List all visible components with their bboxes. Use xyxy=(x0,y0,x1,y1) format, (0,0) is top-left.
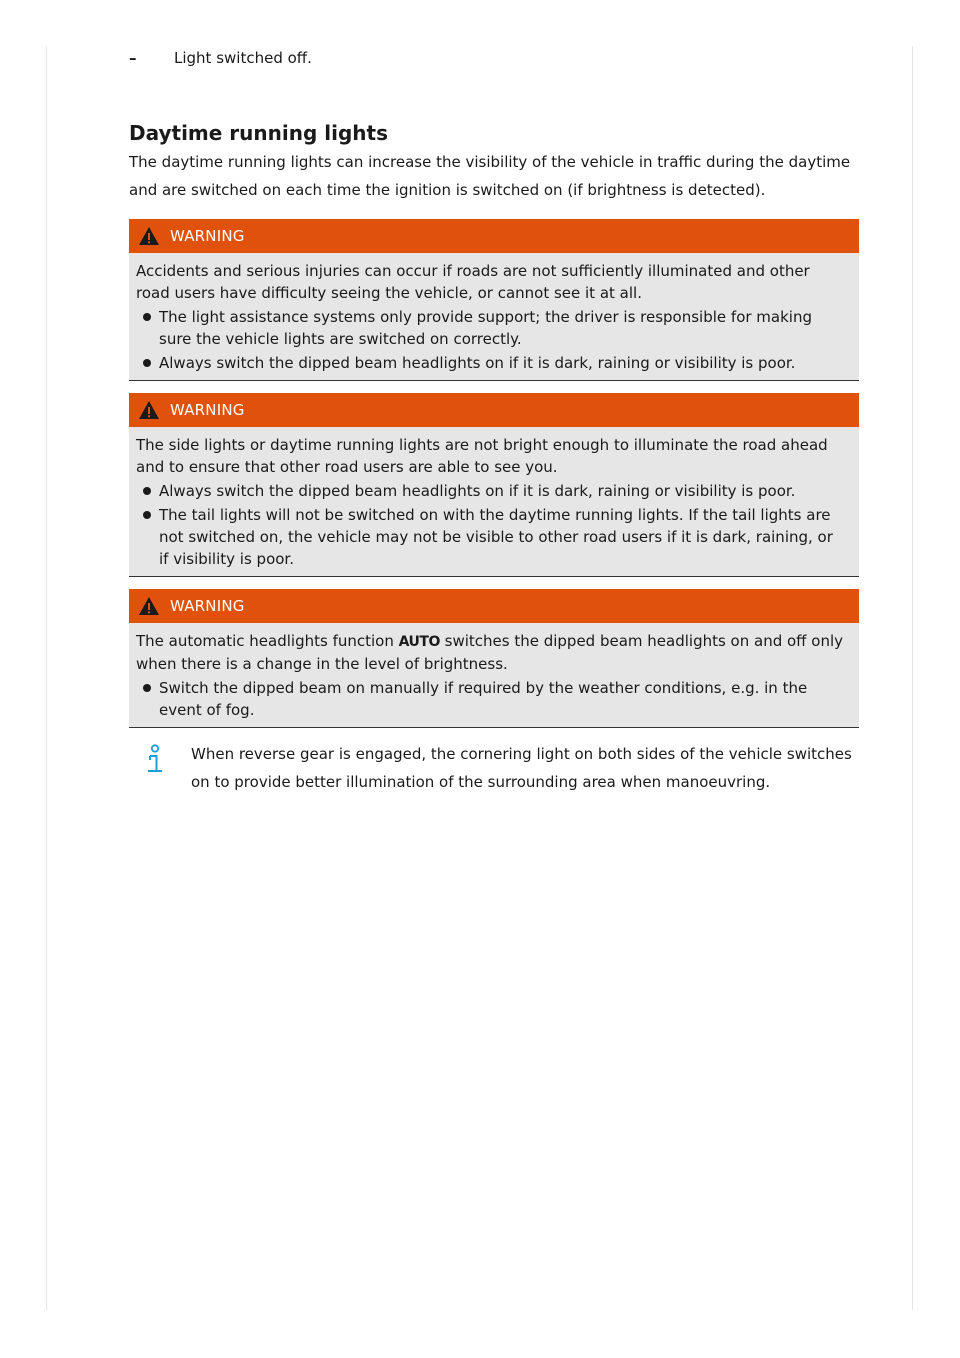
section-intro: The daytime running lights can increase the visibility of the vehicle in traffic during the daytime and are switched on each time the ignition is switched on (if brightness is detected). xyxy=(129,153,851,199)
bullet-icon xyxy=(143,511,151,519)
warning-header xyxy=(129,589,859,623)
list-item xyxy=(136,306,847,350)
list-item-text: Switch the dipped beam on manually if required by the weather conditions, e.g. in the event of fog. xyxy=(159,679,808,719)
list-item xyxy=(136,352,847,374)
list-item xyxy=(129,47,312,69)
warning-box-2 xyxy=(129,393,859,577)
warning-triangle-icon xyxy=(138,596,160,616)
list-item-text: Always switch the dipped beam headlights on if it is dark, raining or visibility is poor. xyxy=(159,482,796,500)
bullet-icon xyxy=(143,487,151,495)
warning-header xyxy=(129,393,859,427)
warning-label: WARNING xyxy=(170,597,245,615)
warning-text-end: switches the dipped beam headlights on and off only when there is a change in the level of brightness. xyxy=(136,632,844,673)
list-item xyxy=(136,677,847,721)
warning-list xyxy=(136,480,847,570)
list-item-text: Always switch the dipped beam headlights on if it is dark, raining or visibility is poor. xyxy=(159,354,796,372)
warning-body xyxy=(129,253,859,380)
warning-header xyxy=(129,219,859,253)
list-item-text: Light switched off. xyxy=(174,49,312,67)
warning-text: Accidents and serious injuries can occur if roads are not sufficiently illuminated and other road users have difficulty seeing the vehicle, or cannot see it at all. xyxy=(136,262,810,302)
warning-text-start: The automatic headlights function xyxy=(136,632,399,650)
warning-label: WARNING xyxy=(170,401,245,419)
warning-triangle-icon xyxy=(138,226,160,246)
list-item-text: The light assistance systems only provide support; the driver is responsible for making sure the vehicle lights are switched on correctly. xyxy=(159,308,812,348)
bullet-icon xyxy=(143,313,151,321)
warning-text xyxy=(136,630,847,675)
bullet-icon xyxy=(143,684,151,692)
warning-body xyxy=(129,623,859,727)
warning-triangle-icon xyxy=(138,400,160,420)
warning-text: The side lights or daytime running lights are not bright enough to illuminate the road ahead and to ensure that other road users are able to see you. xyxy=(136,436,828,476)
list-dash: – xyxy=(129,49,137,67)
warning-list xyxy=(136,306,847,374)
warning-list xyxy=(136,677,847,721)
section-heading: Daytime running lights xyxy=(129,121,388,145)
warning-label: WARNING xyxy=(170,227,245,245)
warning-box-1 xyxy=(129,219,859,381)
auto-headlight-symbol: AUTO xyxy=(398,634,440,650)
warning-body xyxy=(129,427,859,576)
warning-box-3 xyxy=(129,589,859,728)
list-item xyxy=(136,504,847,570)
info-note xyxy=(145,740,860,796)
list-item xyxy=(136,480,847,502)
list-item-text: The tail lights will not be switched on with the daytime running lights. If the tail lights are not switched on, the vehicle may not be visible to other road users if it is dark, raining, or if visibility is poor. xyxy=(159,506,833,568)
page-margin-left xyxy=(46,46,47,1310)
info-icon xyxy=(145,744,165,774)
bullet-icon xyxy=(143,359,151,367)
page-margin-right xyxy=(912,46,913,1310)
note-text: When reverse gear is engaged, the cornering light on both sides of the vehicle switches on to provide better illumination of the surrounding area when manoeuvring. xyxy=(191,745,852,791)
